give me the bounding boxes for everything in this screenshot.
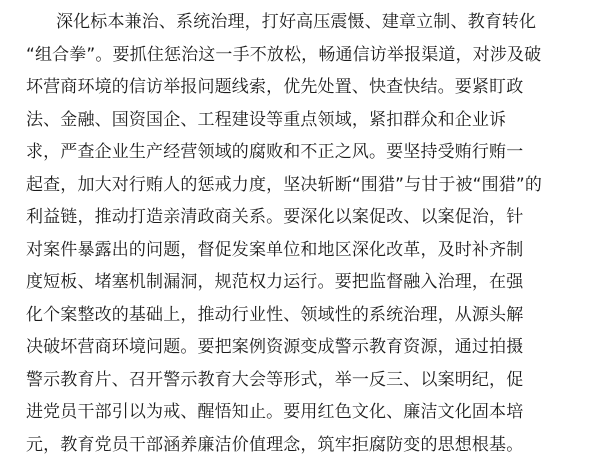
text-line-10: 化个案整改的基础上，推动行业性、领域性的系统治理，从源头解 [26,304,524,325]
text-line-13: 进党员干部引以为戒、醒悟知止。要用红色文化、廉洁文化固本培 [26,402,524,422]
text-line-2: “组合拳”。要抓住惩治这一手不放松，畅通信访举报渠道，对涉及破 [26,44,542,65]
text-line-12: 警示教育片、召开警示教育大会等形式，举一反三、以案明纪，促 [26,369,524,390]
text-line-4: 法、金融、国资国企、工程建设等重点领域，紧扣群众和企业诉 [26,109,507,130]
text-line-8: 对案件暴露出的问题，督促发案单位和地区深化改革，及时补齐制 [26,239,524,260]
text-line-1: 深化标本兼治、系统治理，打好高压震慑、建章立制、教育转化 [56,12,537,32]
text-line-7: 利益链，推动打造亲清政商关系。要深化以案促改、以案促治，针 [26,207,524,227]
text-line-9: 度短板、堵塞机制漏洞，规范权力运行。要把监督融入治理，在强 [26,272,524,292]
body-paragraph [26,6,582,460]
text-line-14: 元，教育党员干部涵养廉洁价值理念，筑牢拒腐防变的思想根基。 [26,434,524,455]
text-line-3: 坏营商环境的信访举报问题线索，优先处置、快查快结。要紧盯政 [26,77,524,97]
text-line-5: 求，严查企业生产经营领域的腐败和不正之风。要坚持受贿行贿一 [26,142,524,162]
text-line-6: 起查，加大对行贿人的惩戒力度，坚决斩断“围猎”与甘于被“围猎”的 [26,174,543,195]
text-line-11: 决破坏营商环境问题。要把案例资源变成警示教育资源，通过拍摄 [26,337,524,357]
